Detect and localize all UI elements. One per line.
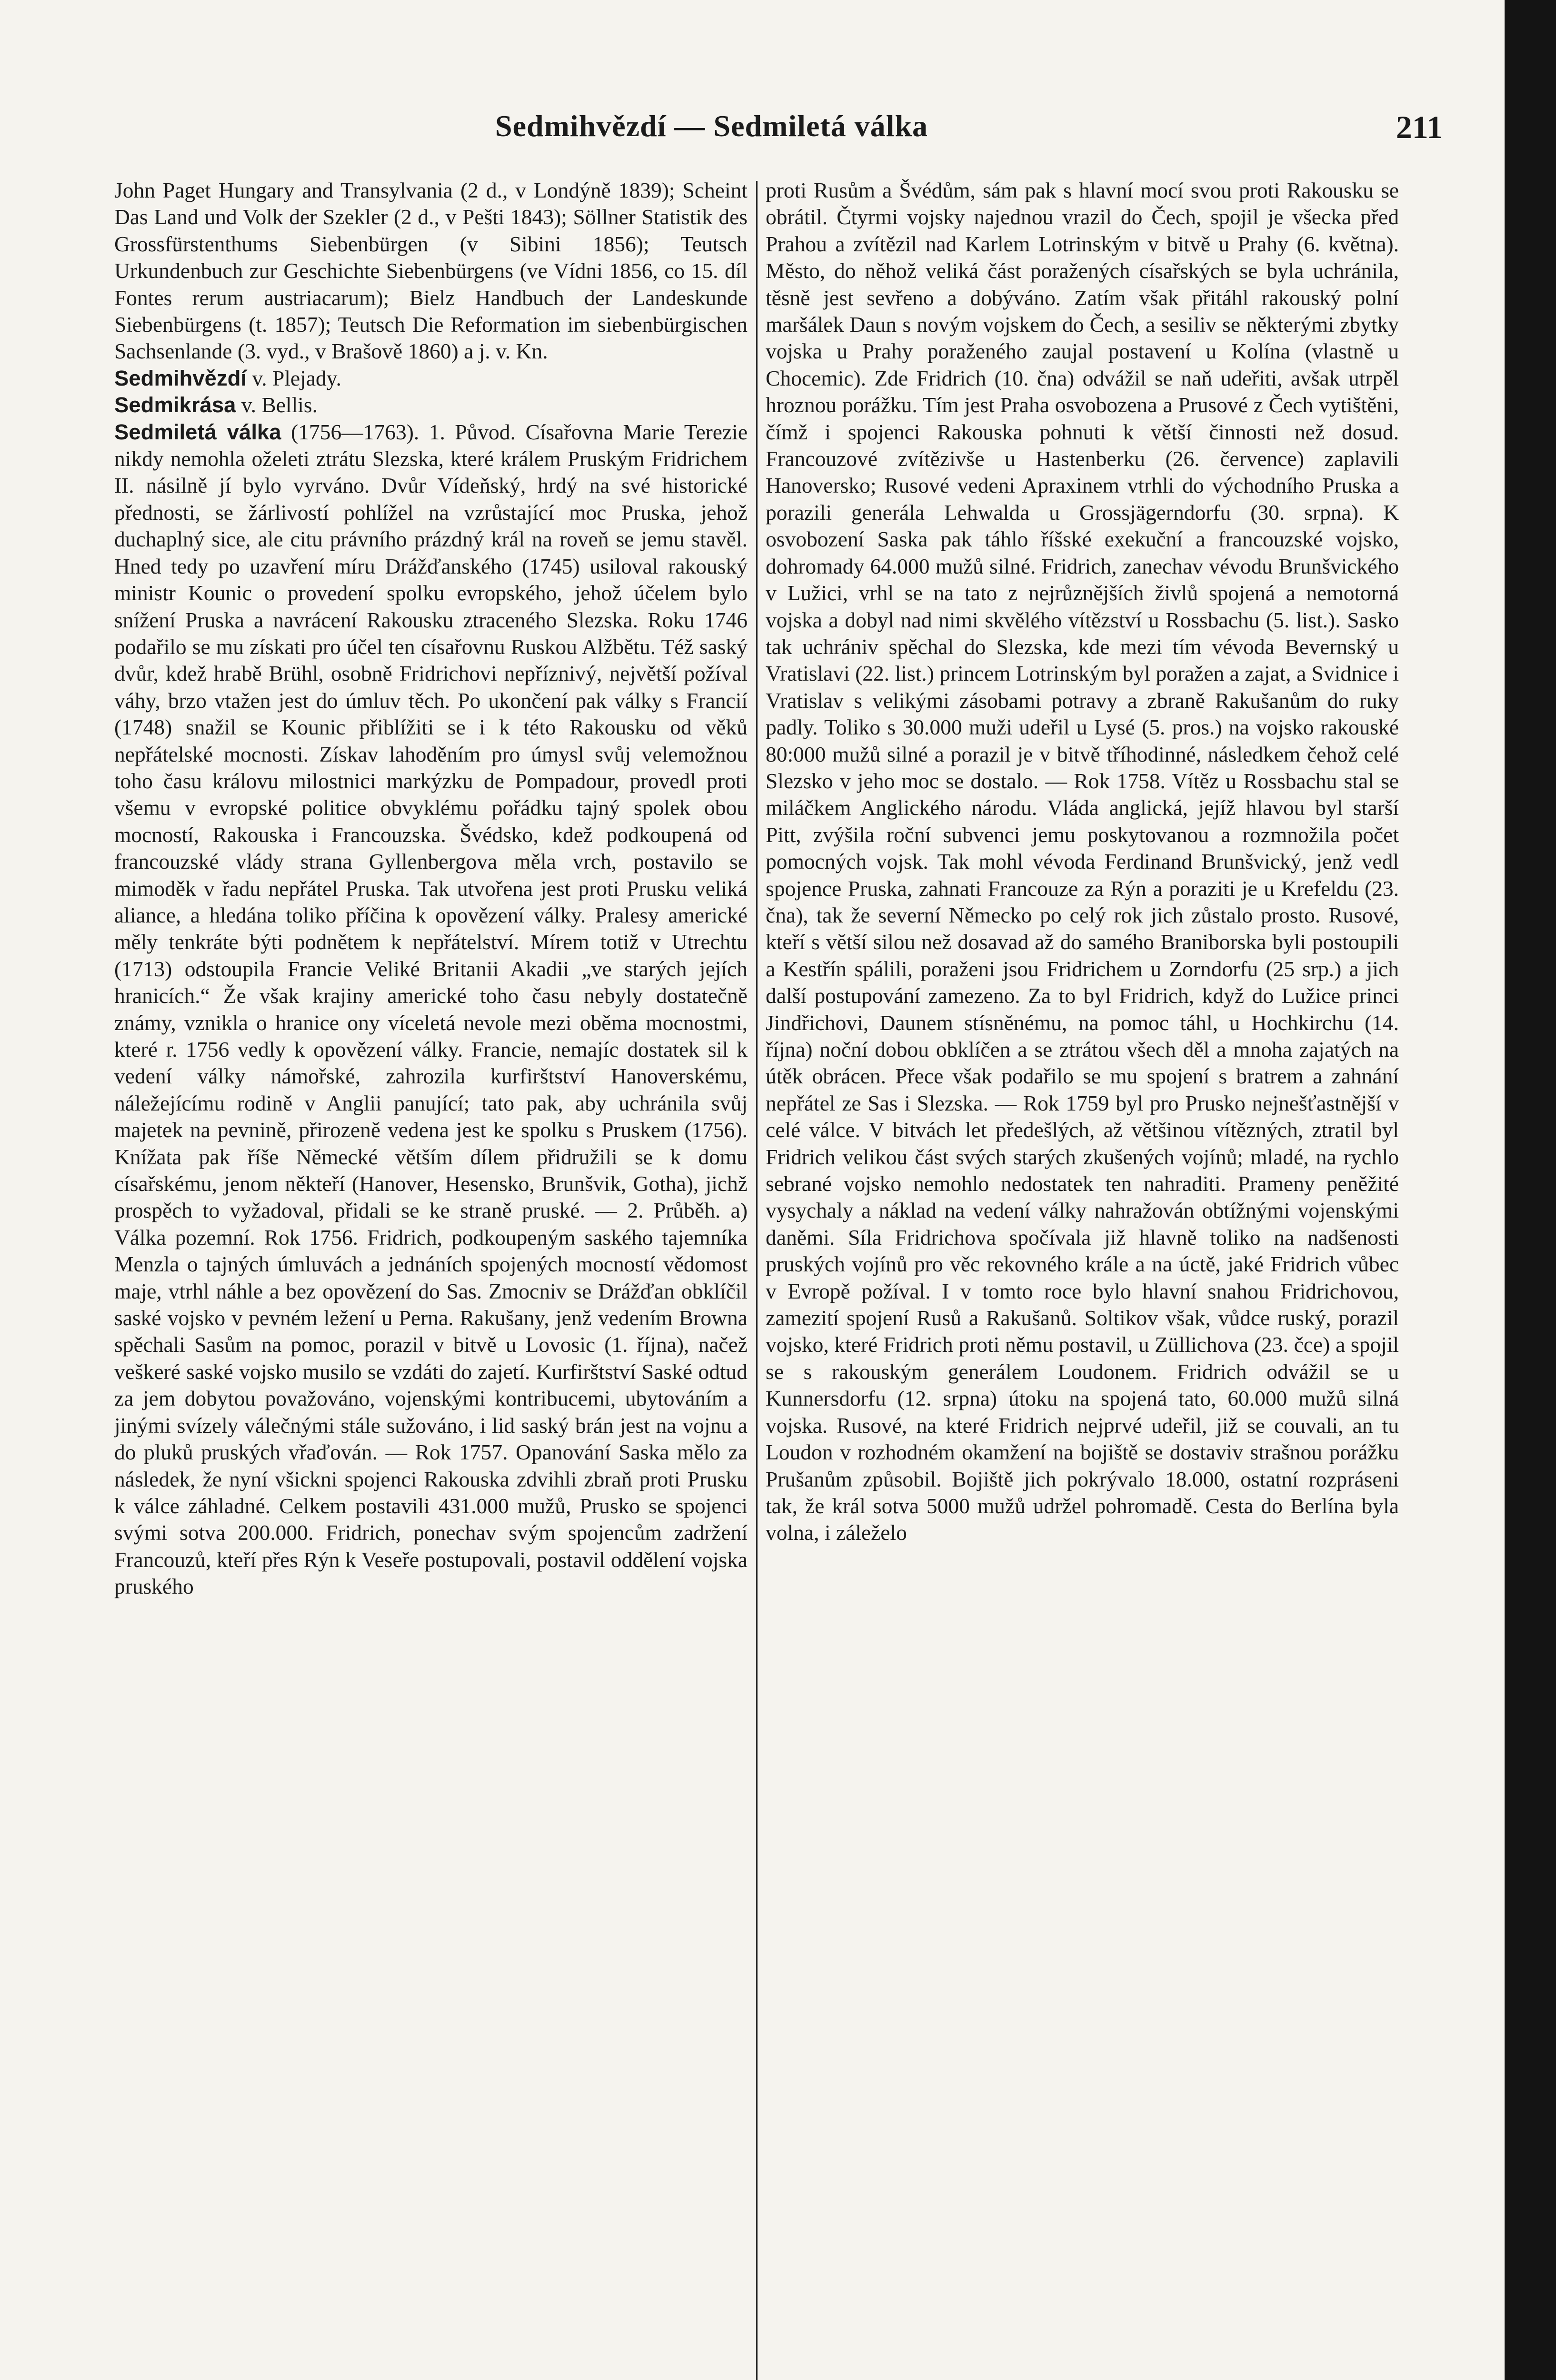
right-column-text: proti Rusům a Švédům, sám pak s hlavní mocí svou proti Rakousku se obrátil. Čtyrmi vojsky najednou vrazil do Čech, spojil je všecka před Prahou a zvítězil nad Karlem Lotrinským v bitvě u Prahy (6. května). Město, do něhož veliká část poražených císařských se byla uchránila, těsně jest sevřeno a dobýváno. Zatím však přitáhl rakouský polní maršálek Daun s novým vojskem do Čech, a sesiliv se některými zbytky vojska u Prahy poraženého zaujal postavení u Kolína (vlastně u Chocemic). Zde Fridrich (10. čna) odvážil se naň udeřiti, avšak utrpěl hroznou porážku. Tím jest Praha osvobozena a Prusové z Čech vytištěni, čímž i spojenci Rakouska pohnuti k větší činnosti než dosud. Francouzové zvítězivše u Hastenberku (26. července) zaplavili Hanoversko; Rusové vedeni Apraxinem vtrhli do východního Pruska a porazili generála Lehwalda u Grossjägerndorfu (30. srpna). K osvobození Saska pak táhlo říšské exekuční a francouzské vojsko, dohromady 64.000 mužů silné. Fridrich, zanechav vévodu Brunšvického v Lužici, vrhl se na tato z nejrůznějších živlů spojená a nemotorná vojska a dobyl nad nimi skvělého vítězství u Rossbachu (5. list.). Sasko tak uchrániv spěchal do Slezska, kde mezi tím vévoda Bevernský u Vratislavi (22. list.) princem Lotrinským byl poražen a zajat, a Svidnice i Vratislav s velikými zásobami potravy a zbraně Rakušanům do ruky padly. Toliko s 30.000 muži udeřil u Lysé (5. pros.) na vojsko rakouské 80:000 mužů silné a porazil je v bitvě tříhodinné, následkem čehož celé Slezsko v jeho moc se dostalo. — Rok 1758. Vítěz u Rossbachu stal se miláčkem Anglického národu. Vláda anglická, jejíž hlavou byl starší Pitt, zvýšila roční subvenci jemu poskytovanou a rozmnožila počet pomocných vojsk. Tak mohl vévoda Ferdinand Brunšvický, jenž vedl spojence Pruska, zahnati Francouze za Rýn a poraziti je u Krefeldu (23. čna), tak že severní Německo po celý rok jich zůstalo prosto. Rusové, kteří s větší silou než dosavad až do samého Braniborska byli postoupili a Kestřín spálili, poraženi jsou Fridrichem u Zorndorfu (25 srp.) a jich další postupování zamezeno. Za to byl Fridrich, když do Lužice princi Jindřichovi, Daunem stísněnému, na pomoc táhl, u Hochkirchu (14. října) noční dobou obklíčen a se ztrátou všech děl a mnoha zajatých na útěk obrácen. Přece však podařilo se mu spojení s bratrem a zahnání nepřátel ze Sas i Slezska. — Rok 1759 byl pro Prusko nejnešťastnější v celé válce. V bitvách let předešlých, až většinou vítězných, ztratil byl Fridrich velikou část svých starých zkušených vojínů; mladé, na rychlo sebrané vojsko nemohlo nedostatek ten nahraditi. Prameny peněžité vysychaly a náklad na vedení války nahražován obtížnými vojenskými daněmi. Síla Fridrichova spočívala již hlavně toliko na nadšenosti pruských vojínů pro věc rekovného krále a na úctě, jaké Fridrich vůbec v Evropě požíval. I v tomto roce bylo hlavní snahou Fridrichovou, zamezití spojení Rusů a Rakušanů. Soltikov však, vůdce ruský, porazil vojsko, které Fridrich proti němu postavil, u Züllichova (23. čce) a spojil se s rakouským generálem Loudonem. Fridrich odvážil se u Kunnersdorfu (12. srpna) útoku na spojená tato, 60.000 mužů silná vojska. Rusové, na které Fridrich nejprvé udeřil, již se couvali, an tu Loudon v rozhodném okamžení na bojiště se dostaviv strašnou porážku Prušanům způsobil. Bojiště jich pokrývalo 18.000, ostatní rozpráseni tak, že král sotva 5000 mužů udržel pohromadě. Cesta do Berlína byla volna, i záleželo	[766, 178, 1399, 1545]
entry-sedmikrasa	[114, 392, 748, 418]
bibliography: John Paget Hungary and Transylvania (2 d., v Londýně 1839); Scheint Das Land und Volk der Szekler (2 d., v Pešti 1843); Söllner Statistik des Grossfürstenthums Siebenbürgen (v Sibini 1856); Teutsch Urkundenbuch zur Geschichte Siebenbürgens (ve Vídni 1856, co 15. díl Fontes rerum austriacarum); Bielz Handbuch der Landeskunde Siebenbürgens (t. 1857); Teutsch Die Reformation im siebenbürgischen Sachsenlande (3. vyd., v Brašově 1860) a j. v. Kn.	[114, 178, 748, 364]
entry-head: Sedmikrása	[114, 393, 236, 417]
entry-head: Sedmihvězdí	[114, 366, 247, 390]
running-title: Sedmihvězdí — Sedmiletá válka	[495, 109, 928, 143]
entry-text: (1756—1763). 1. Původ. Císařovna Marie Terezie nikdy nemohla oželeti ztrátu Slezska, které králem Pruským Fridrichem II. násilně jí bylo vyrváno. Dvůr Vídeňský, hrdý na své historické přednosti, se žárlivostí pohlížel na vzrůstající moc Pruska, jehož duchaplný sice, ale citu právního prázdný král na roveň se jemu stavěl. Hned tedy po uzavření míru Drážďanského (1745) usiloval rakouský ministr Kounic o provedení spolku evropského, jehož účelem bylo snížení Pruska a navrácení Rakousku ztraceného Slezska. Roku 1746 podařilo se mu získati pro účel ten císařovnu Ruskou Alžbětu. Též saský dvůr, kdež hrabě Brühl, osobně Fridrichovi nepříznivý, největší požíval váhy, brzo vtažen jest do úmluv těch. Po ukončení pak války s Francií (1748) snažil se Kounic přiblížiti se i k této Rakousku od věků nepřátelské mocnosti. Získav lahoděním pro úmysl svůj velemožnou toho času královu milostnici markýzku de Pompadour, provedl proti všemu v evropské politice obvyklému pořádku tajný spolek obou mocností, Rakouska i Francouzska. Švédsko, kdež podkoupená od francouzské vlády strana Gyllenbergova měla vrch, postavilo se mimoděk v řadu nepřátel Pruska. Tak utvořena jest proti Prusku veliká aliance, a hledána toliko příčina k opovězení války. Pralesy americké měly tenkráte býti podnětem k nepřátelství. Mírem totiž v Utrechtu (1713) odstoupila Francie Veliké Britanii Akadii „ve starých jejích hranicích.“ Že však krajiny americké toho času nebyly dostatečně známy, vznikla o hranice ony víceletá nevole mezi oběma mocnostmi, které r. 1756 vedly k opovězení války. Francie, nemajíc dostatek sil k vedení války námořské, zahrozila kurfirštství Hanoverskému, náležejícímu rodině v Anglii panující; tato pak, aby uchránila svůj majetek na pevnině, přirozeně vedena jest ke spolku s Pruskem (1756). Knížata pak říše Německé větším dílem přidružili se k domu císařskému, jenom někteří (Hanover, Hesensko, Brunšvik, Gotha), jichž prospěch to vyžadoval, přidali se ke straně pruské. — 2. Průběh. a) Válka pozemní. Rok 1756. Fridrich, podkoupeným saského tajemníka Menzla o tajných úmluvách a jednáních spojených mocností vědomost maje, vtrhl náhle a bez opovězení do Sas. Zmocniv se Drážďan obklíčil saské vojsko v pevném ležení u Perna. Rakušany, jenž vedením Browna spěchali Sasům na pomoc, porazil v bitvě u Lovosic (1. října), načež veškeré saské vojsko musilo se vzdáti do zajetí. Kurfirštství Saské odtud za jem dobytou považováno, vojenskými kontribucemi, ubytováním a jinými svízely válečnými stále sužováno, i lid saský brán jest na vojnu a do pluků pruských vřaďován. — Rok 1757. Opanování Saska mělo za následek, že nyní všickni spojenci Rakouska zdvihli zbraň proti Prusku k válce záhladné. Celkem postavili 431.000 mužů, Prusko se spojenci svými sotva 200.000. Fridrich, ponechav svým spojencům zadržení Francouzů, kteří přes Rýn k Veseře postupovali, postavil oddělení vojska pruského	[114, 419, 748, 1599]
entry-sedmihvezdi	[114, 365, 748, 392]
page-header	[105, 109, 1443, 151]
column-divider	[756, 181, 758, 2380]
left-column	[114, 177, 748, 2380]
entry-text: v. Plejady.	[252, 366, 341, 390]
entry-text: v. Bellis.	[241, 393, 318, 417]
page-number: 211	[1396, 109, 1443, 145]
right-column	[766, 177, 1399, 2380]
scan-edge	[1505, 0, 1556, 2380]
entry-sedmileta-valka	[114, 419, 748, 1600]
entry-head: Sedmiletá válka	[114, 419, 281, 444]
